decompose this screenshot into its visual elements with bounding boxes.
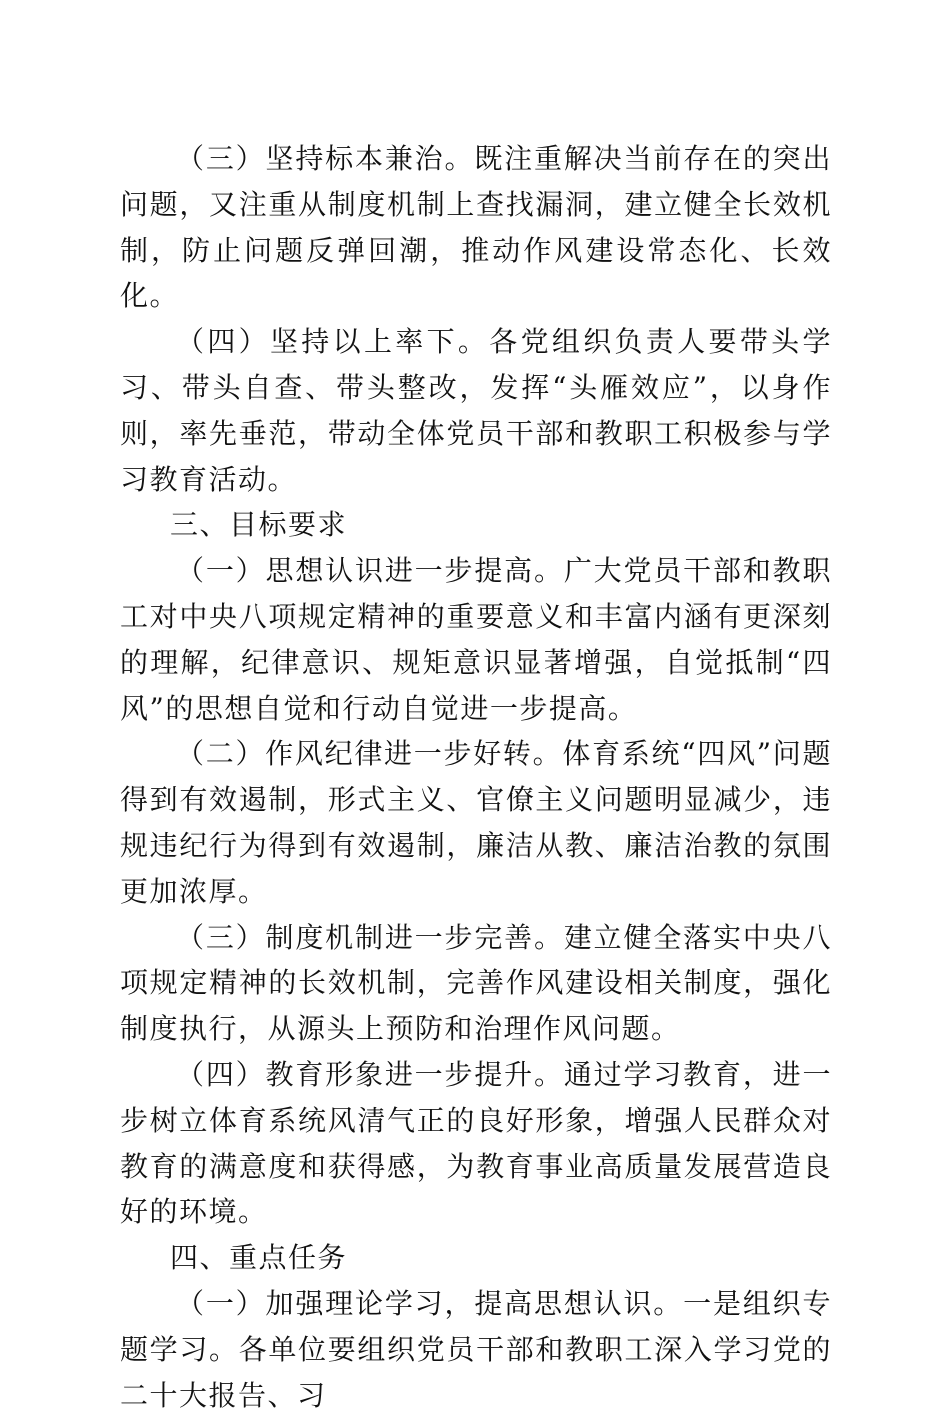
paragraph-goal-4 <box>120 1052 832 1235</box>
section-heading-goals: 三、目标要求 <box>170 508 348 542</box>
paragraph-goal-2 <box>120 731 832 914</box>
paragraph-lead: （三）制度机制进一步完善。 <box>176 920 564 954</box>
paragraph-goal-3 <box>120 915 832 1052</box>
paragraph-task-1 <box>120 1281 832 1418</box>
paragraph-lead: （一）思想认识进一步提高。 <box>176 554 564 588</box>
paragraph-lead: （二）作风纪律进一步好转。 <box>176 737 563 771</box>
paragraph-text: 体育系统“四风”问题得到有效遏制，形式主义、官僚主义问题明显减少，违规违纪行为得到有效遏制，廉洁从教、廉洁治教的氛围更加浓厚。 <box>120 737 832 908</box>
paragraph-principle-3 <box>120 136 832 319</box>
paragraph-text: 一是组织专题学习。各单位要组织党员干部和教职工深入学习党的二十大报告、习 <box>120 1286 832 1412</box>
paragraph-text: 既注重解决当前存在的突出问题，又注重从制度机制上查找漏洞，建立健全长效机制，防止问题反弹回潮，推动作风建设常态化、长效化。 <box>120 142 832 313</box>
document-body <box>120 136 832 1418</box>
paragraph-text: 建立健全落实中央八项规定精神的长效机制，完善作风建设相关制度，强化制度执行，从源头上预防和治理作风问题。 <box>120 920 832 1046</box>
paragraph-principle-4 <box>120 319 832 502</box>
paragraph-goal-1 <box>120 548 832 731</box>
paragraph-lead: （四）坚持以上率下。 <box>176 325 490 359</box>
paragraph-lead: （四）教育形象进一步提升。 <box>176 1057 564 1091</box>
paragraph-lead: （一）加强理论学习，提高思想认识。 <box>176 1286 684 1320</box>
paragraph-text: 广大党员干部和教职工对中央八项规定精神的重要意义和丰富内涵有更深刻的理解，纪律意识、规矩意识显著增强，自觉抵制“四风”的思想自觉和行动自觉进一步提高。 <box>120 554 832 725</box>
paragraph-text: 各党组织负责人要带头学习、带头自查、带头整改，发挥“头雁效应”，以身作则，率先垂范，带动全体党员干部和教职工积极参与学习教育活动。 <box>120 325 832 496</box>
paragraph-text: 通过学习教育，进一步树立体育系统风清气正的良好形象，增强人民群众对教育的满意度和获得感，为教育事业高质量发展营造良好的环境。 <box>120 1057 832 1229</box>
paragraph-lead: （三）坚持标本兼治。 <box>176 142 475 175</box>
section-heading-tasks: 四、重点任务 <box>170 1241 348 1275</box>
